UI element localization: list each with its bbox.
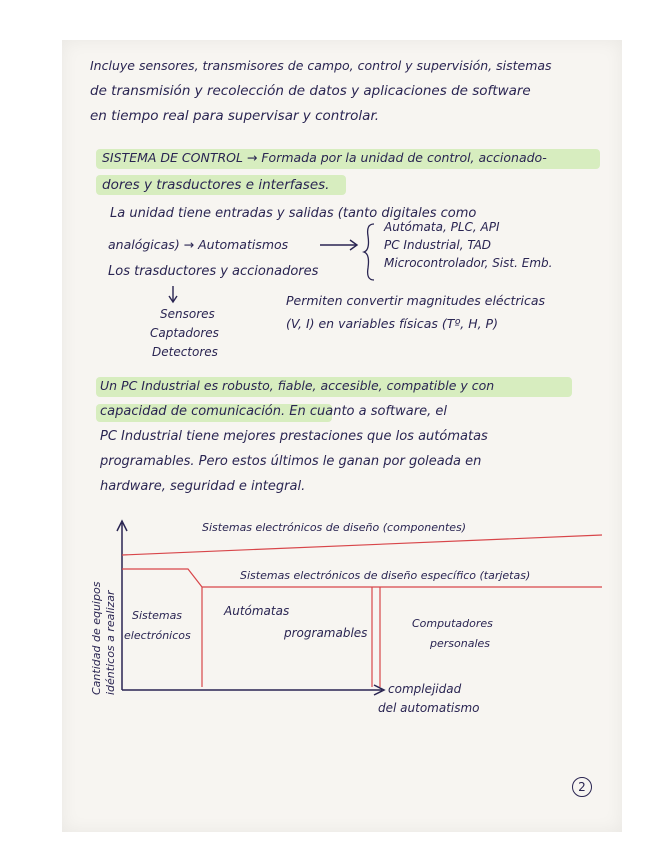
control-system-line-2: dores y trasductores e interfases. xyxy=(102,177,330,193)
convert-line-2: (V, I) en variables físicas (Tº, H, P) xyxy=(286,316,498,331)
pc-industrial-line-4: programables. Pero estos últimos le ganan por goleada en xyxy=(100,454,482,469)
brace-icon xyxy=(362,222,376,282)
intro-line-3: en tiempo real para supervisar y controlar. xyxy=(90,108,380,124)
x-axis-label-line-1: complejidad xyxy=(388,682,462,696)
intro-line-1: Incluye sensores, transmisores de campo, control y supervisión, sistemas xyxy=(90,58,552,73)
automation-diagram xyxy=(62,515,602,725)
y-axis-label-line-2: idénticos a realizar xyxy=(104,590,117,695)
sensor-item-1: Sensores xyxy=(160,307,215,321)
curve-components xyxy=(122,535,602,555)
intro-line-2: de transmisión y recolección de datos y aplicaciones de software xyxy=(90,83,531,99)
down-arrow-icon xyxy=(166,284,180,304)
sensor-item-2: Captadores xyxy=(150,326,219,340)
pc-industrial-line-2: capacidad de comunicación. En cuanto a software, el xyxy=(100,404,447,419)
region-label-3-line-1: Computadores xyxy=(412,617,493,630)
page-number: 2 xyxy=(572,777,592,797)
automation-item-1: Autómata, PLC, API xyxy=(384,220,500,234)
unit-line-1: La unidad tiene entradas y salidas (tanto digitales como xyxy=(110,206,477,221)
x-axis-label-line-2: del automatismo xyxy=(378,701,480,715)
convert-line-1: Permiten convertir magnitudes eléctricas xyxy=(286,293,546,308)
curve-label-components: Sistemas electrónicos de diseño (componentes) xyxy=(202,521,467,534)
automation-item-2: PC Industrial, TAD xyxy=(384,238,492,252)
region-label-3-line-2: personales xyxy=(430,637,491,650)
region-label-1-line-2: electrónicos xyxy=(124,629,191,642)
y-axis-label-line-1: Cantidad de equipos xyxy=(90,581,103,695)
region-label-2-line-2: programables xyxy=(284,626,368,640)
unit-line-2: analógicas) → Automatismos xyxy=(108,237,289,252)
pc-industrial-line-3: PC Industrial tiene mejores prestaciones que los autómatas xyxy=(100,429,488,444)
sensor-item-3: Detectores xyxy=(152,345,218,359)
region-label-1-line-1: Sistemas xyxy=(132,609,183,622)
transducers-line: Los trasductores y accionadores xyxy=(108,264,319,279)
arrow-icon xyxy=(318,238,362,252)
curve-label-specific: Sistemas electrónicos de diseño específico (tarjetas) xyxy=(240,569,531,582)
pc-industrial-line-5: hardware, seguridad e integral. xyxy=(100,479,306,494)
automation-item-3: Microcontrolador, Sist. Emb. xyxy=(384,256,553,270)
control-system-line-1: SISTEMA DE CONTROL → Formada por la unidad de control, accionado- xyxy=(102,150,547,165)
region-label-2-line-1: Autómatas xyxy=(224,604,290,618)
pc-industrial-line-1: Un PC Industrial es robusto, fiable, accesible, compatible y con xyxy=(100,378,495,393)
